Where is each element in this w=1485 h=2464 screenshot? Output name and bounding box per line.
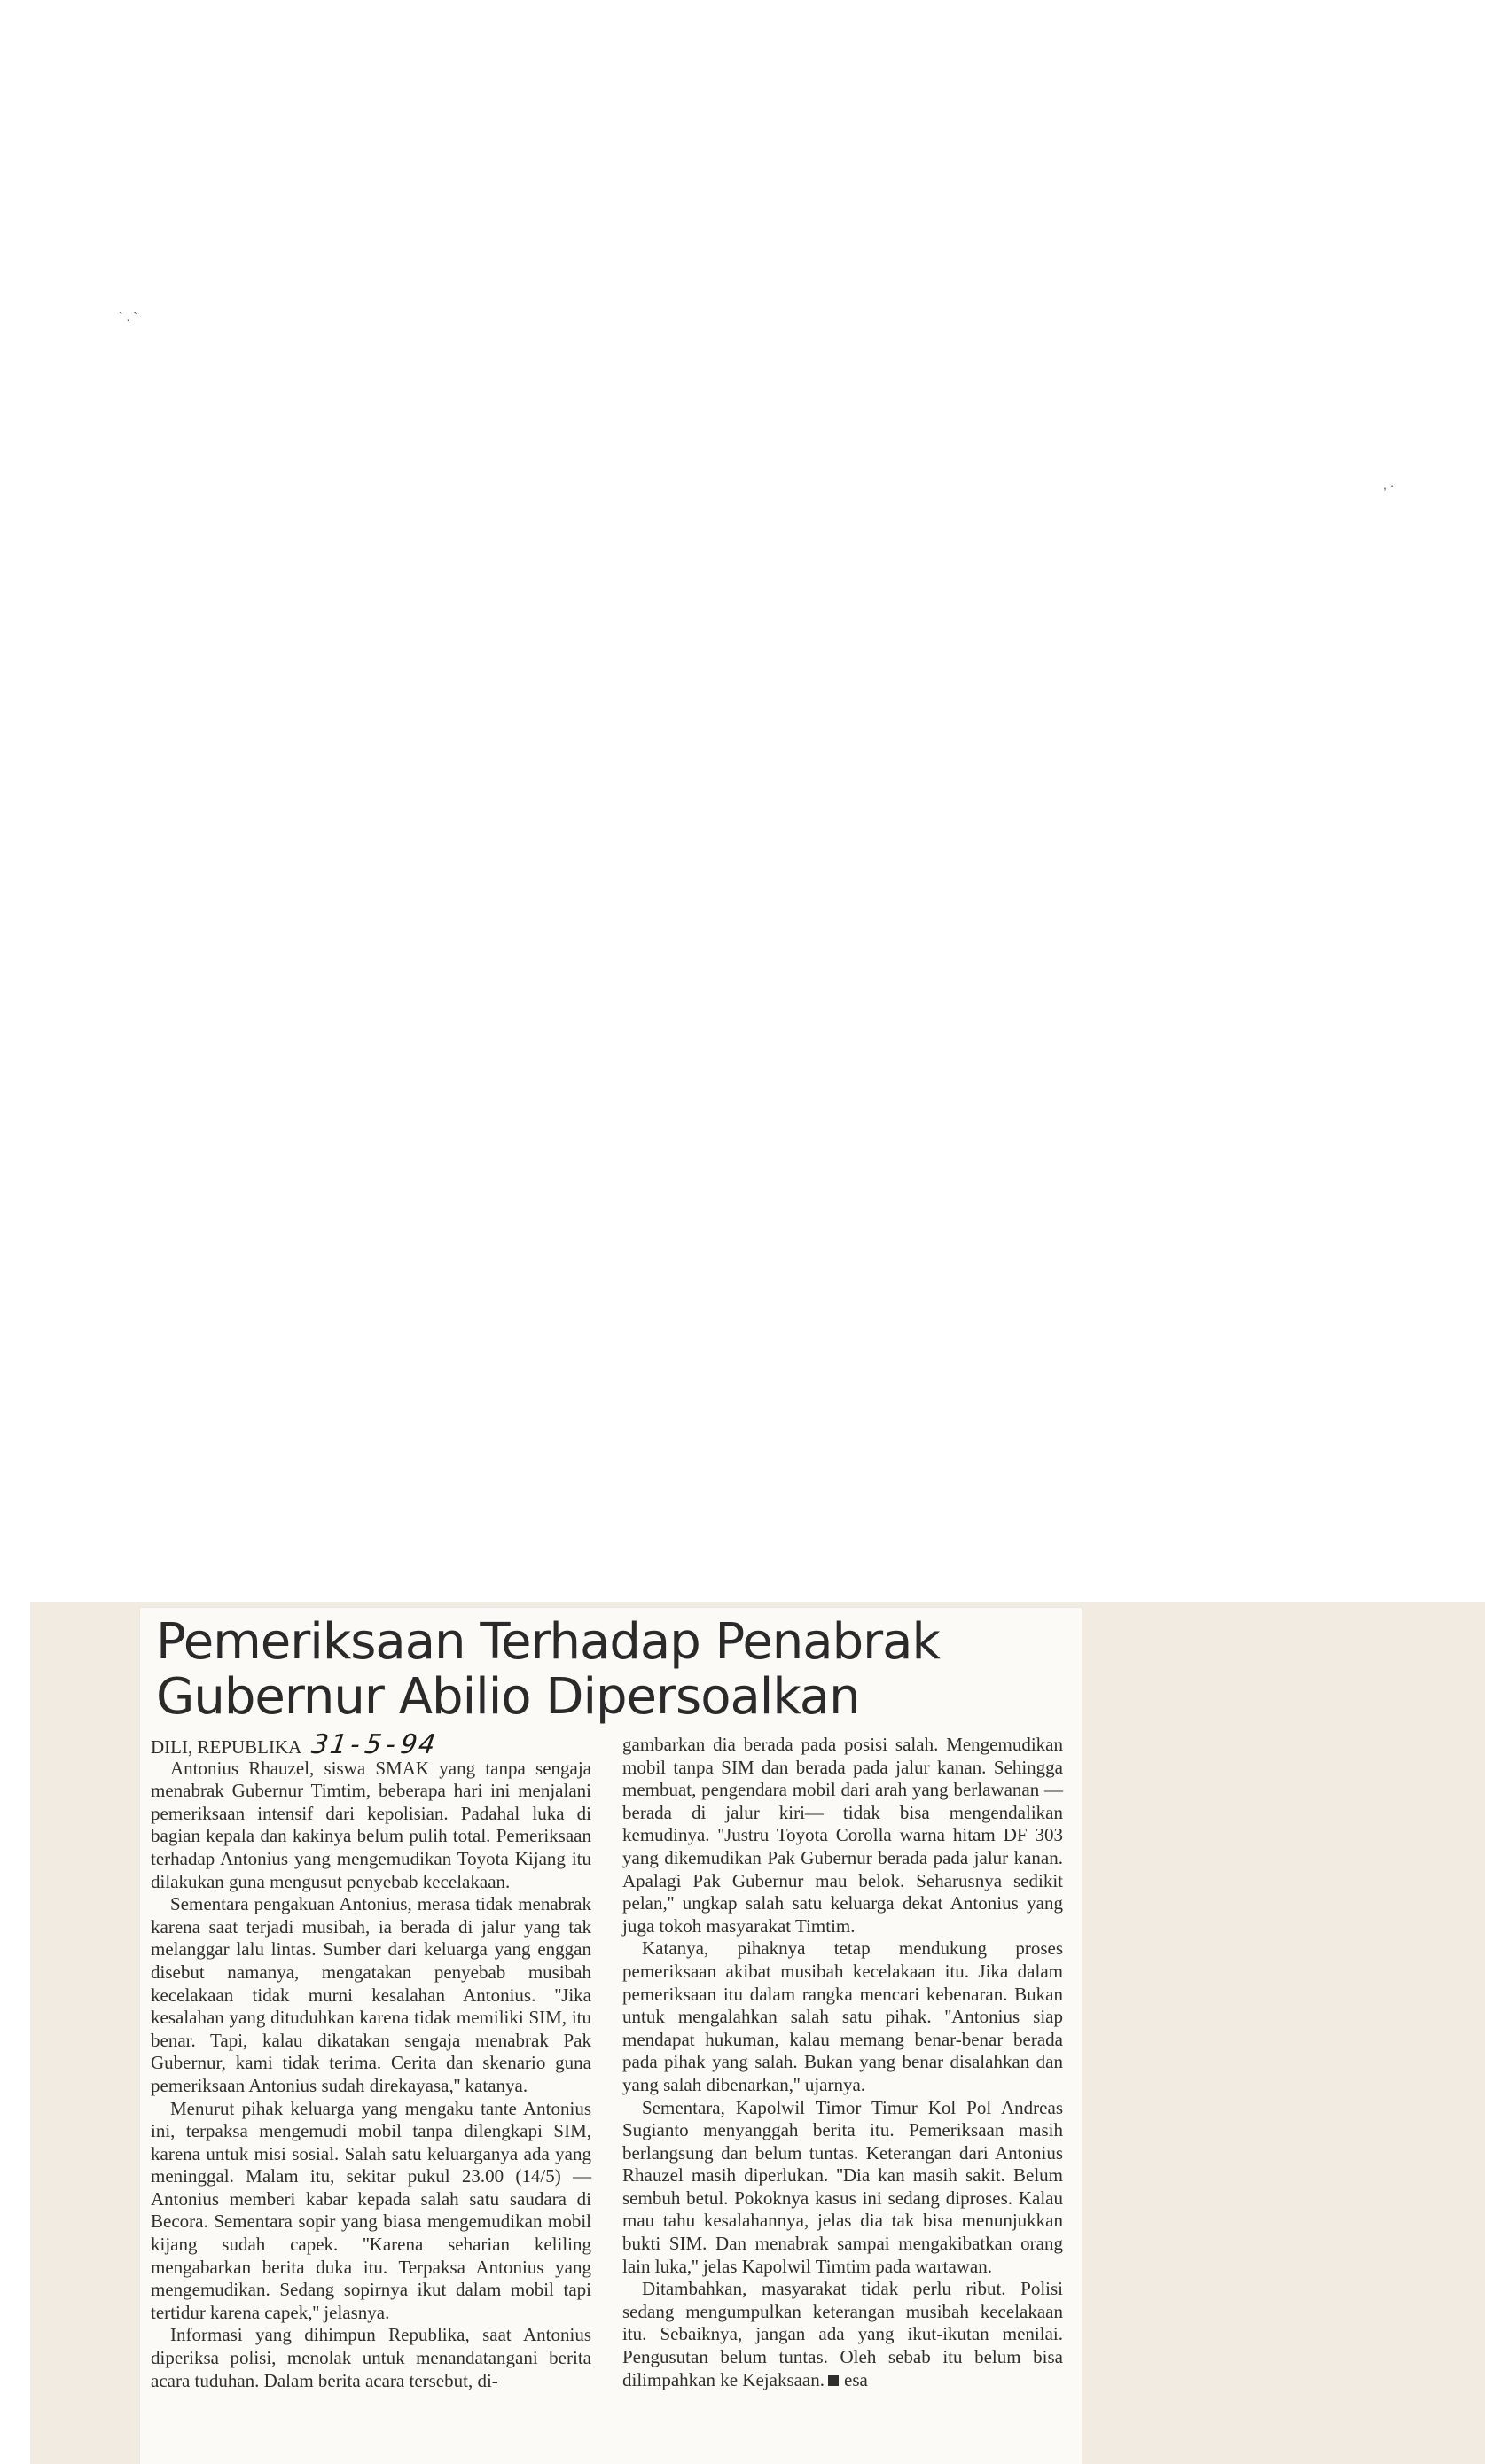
article-column-left bbox=[151, 1729, 591, 2392]
paragraph: gambarkan dia berada pada posisi salah. Mengemudikan mobil tanpa SIM dan berada pada jalur kanan. Sehingga membuat, pengendara mobil dari arah yang berlawanan —berada di jalur kiri— tidak bisa mengendalikan kemudinya. ''Justru Toyota Corolla warna hitam DF 303 yang dikemudikan Pak Gubernur berada pada jalur kanan. Apalagi Pak Gubernur mau belok. Seharusnya sedikit pelan,'' ungkap salah satu keluarga dekat Antonius yang juga tokoh masyarakat Timtim. bbox=[622, 1734, 1063, 1937]
newspaper-clipping bbox=[140, 1608, 1082, 2464]
paragraph-final-text: Ditambahkan, masyarakat tidak perlu ribut. Polisi sedang mengumpulkan keterangan musibah kecelakaan itu. Sebaiknya, jangan ada yang ikut-ikutan menilai. Pengusutan belum tuntas. Oleh sebab itu belum bisa dilimpahkan ke Kejaksaan. bbox=[622, 2278, 1063, 2390]
paragraph: Antonius Rhauzel, siswa SMAK yang tanpa sengaja menabrak Gubernur Timtim, beberapa hari ini menjalani pemeriksaan intensif dari kepolisian. Padahal luka di bagian kepala dan kakinya belum pulih total. Pemeriksaan terhadap Antonius yang mengemudikan Toyota Kijang itu dilakukan guna mengusut penyebab kecelakaan. bbox=[151, 1757, 591, 1892]
handwritten-date: 31-5-94 bbox=[309, 1729, 440, 1760]
dateline bbox=[151, 1729, 591, 1760]
paragraph: Menurut pihak keluarga yang mengaku tante Antonius ini, terpaksa mengemudi mobil tanpa dilengkapi SIM, karena untuk misi sosial. Salah satu keluarganya ada yang meninggal. Malam itu, sekitar pukul 23.00 (14/5) —Antonius memberi kabar kepada salah satu saudara di Becora. Sementara sopir yang biasa mengemudikan mobil kijang sudah capek. ''Karena seharian keliling mengabarkan berita duka itu. Terpaksa Antonius yang mengemudikan. Sedang sopirnya ikut dalam mobil tapi tertidur karena capek,'' jelasnya. bbox=[151, 2097, 591, 2323]
article-column-right bbox=[622, 1734, 1063, 2391]
author-initials: esa bbox=[844, 2368, 868, 2390]
dateline-text: DILI, REPUBLIKA bbox=[151, 1736, 302, 1758]
scan-speck: , · bbox=[1383, 478, 1395, 492]
scan-speck: ` . ` bbox=[119, 309, 137, 324]
paragraph: Katanya, pihaknya tetap mendukung proses pemeriksaan akibat musibah kecelakaan itu. Jika dalam pemeriksaan itu dalam rangka mencari kebenaran. Bukan untuk mengalahkan salah satu pihak. ''Antonius siap mendapat hukuman, kalau memang benar-benar berada pada pihak yang salah. Bukan yang benar disalahkan dan yang salah dibenarkan,'' ujarnya. bbox=[622, 1938, 1063, 2095]
paragraph: Sementara pengakuan Antonius, merasa tidak menabrak karena saat terjadi musibah, ia berada di jalur yang tak melanggar lalu lintas. Sumber dari keluarga yang enggan disebut namanya, mengatakan penyebab musibah kecelakaan tidak murni kesalahan Antonius. ''Jika kesalahan yang dituduhkan karena tidak memiliki SIM, itu benar. Tapi, kalau dikatakan sengaja menabrak Pak Gubernur, kami tidak terima. Cerita dan skenario guna pemeriksaan Antonius sudah direkayasa,'' katanya. bbox=[151, 1893, 591, 2096]
paragraph: Sementara, Kapolwil Timor Timur Kol Pol Andreas Sugianto menyanggah berita itu. Pemeriksaan masih berlangsung dan belum tuntas. Keterangan dari Antonius Rhauzel masih diperlukan. ''Dia kan masih sakit. Belum sembuh betul. Pokoknya kasus ini sedang diproses. Kalau mau tahu kesalahannya, jelas dia tak bisa menunjukkan bukti SIM. Dan menabrak sampai mengakibatkan orang lain luka,'' jelas Kapolwil Timtim pada wartawan. bbox=[622, 2096, 1063, 2277]
paragraph: Informasi yang dihimpun Republika, saat Antonius diperiksa polisi, menolak untuk menandatangani berita acara tuduhan. Dalam berita acara tersebut, di- bbox=[151, 2324, 591, 2391]
end-mark-square-icon bbox=[825, 2369, 844, 2390]
paragraph-final bbox=[622, 2278, 1063, 2391]
headline-line-2: Gubernur Abilio Dipersoalkan bbox=[156, 1668, 860, 1726]
article-headline bbox=[156, 1615, 1069, 1725]
headline-line-1: Pemeriksaan Terhadap Penabrak bbox=[156, 1613, 940, 1671]
